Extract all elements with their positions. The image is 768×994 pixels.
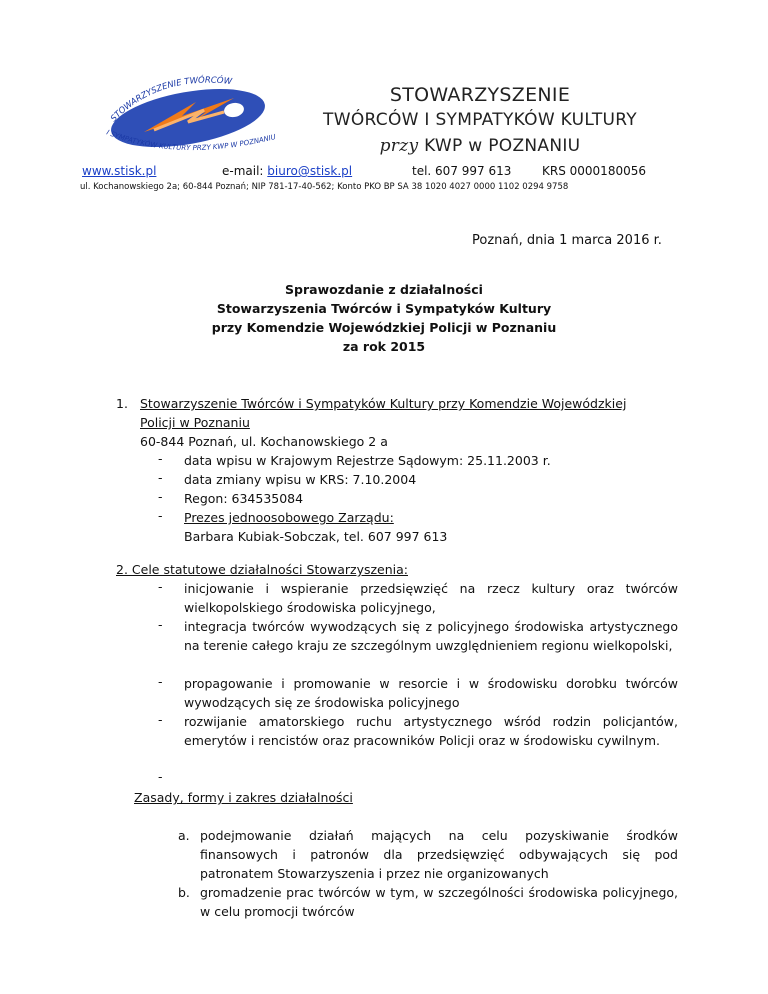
krs-text: KRS 0000180056 bbox=[542, 164, 646, 178]
logo-arc-text: STOWARZYSZENIE TWÓRCÓW bbox=[108, 75, 233, 125]
report-title-line2: Stowarzyszenia Twórców i Sympatyków Kultury bbox=[216, 301, 552, 316]
president-label: Prezes jednoosobowego Zarządu: bbox=[184, 510, 394, 525]
section2-goal-item: rozwijanie amatorskiego ruchu artystycznego wśród rodzin policjantów, emerytów i rencistów oraz pracowników Policji oraz w środowisku cywilnym. bbox=[184, 714, 678, 748]
association-logo bbox=[84, 60, 284, 168]
association-title-line3 bbox=[300, 136, 660, 156]
principle-letter: b. bbox=[178, 885, 190, 900]
email-link[interactable]: biuro@stisk.pl bbox=[267, 164, 353, 178]
section2-goal-item: integracja twórców wywodzących się z policyjnego środowiska artystycznego na terenie całego kraju ze szczególnym uwzględnieniem regionu wielkopolski, bbox=[184, 619, 678, 653]
list-dash: - bbox=[158, 489, 163, 504]
section3-heading: Zasady, formy i zakres działalności bbox=[134, 790, 353, 805]
section1-item: data zmiany wpisu w KRS: 7.10.2004 bbox=[184, 472, 417, 487]
section2-heading: 2. Cele statutowe działalności Stowarzyszenia: bbox=[116, 562, 408, 577]
address-line: ul. Kochanowskiego 2a; 60-844 Poznań; NIP 781-17-40-562; Konto PKO BP SA 38 1020 4027 0000 1102 0294 9758 bbox=[80, 182, 569, 192]
report-title-line4: za rok 2015 bbox=[342, 339, 426, 354]
report-title-line1: Sprawozdanie z działalności bbox=[285, 282, 483, 297]
phone-text: tel. 607 997 613 bbox=[412, 164, 512, 178]
section1-item: Regon: 634535084 bbox=[184, 491, 304, 506]
section1-name-line2: Policji w Poznaniu bbox=[140, 415, 250, 430]
empty-list-dash: - bbox=[158, 769, 163, 784]
email-block bbox=[222, 164, 352, 178]
title-przy-word: przy bbox=[379, 136, 419, 156]
date-line: Poznań, dnia 1 marca 2016 r. bbox=[472, 233, 662, 248]
section2-goal-item: inicjowanie i wspieranie przedsięwzięć na rzecz kultury oraz twórców wielkopolskiego środowiska policyjnego, bbox=[184, 581, 678, 615]
website-link[interactable]: www.stisk.pl bbox=[82, 164, 157, 178]
title-kwp-text: KWP w POZNANIU bbox=[424, 136, 581, 156]
list-dash: - bbox=[158, 508, 163, 523]
principle-item: gromadzenie prac twórców w tym, w szczególności środowiska policyjnego, w celu promocji twórców bbox=[200, 885, 678, 919]
list-dash: - bbox=[158, 451, 163, 466]
principle-item: podejmowanie działań mających na celu pozyskiwanie środków finansowych i patronów dla przedsięwzięć odbywających się pod patronatem Stowarzyszenia i przez nie organizowanych bbox=[200, 828, 678, 881]
section1-name-line1: Stowarzyszenie Twórców i Sympatyków Kultury przy Komendzie Wojewódzkiej bbox=[140, 396, 627, 411]
section1-item: data wpisu w Krajowym Rejestrze Sądowym: 25.11.2003 r. bbox=[184, 453, 551, 468]
president-value: Barbara Kubiak-Sobczak, tel. 607 997 613 bbox=[184, 529, 448, 544]
association-title-line2: TWÓRCÓW I SYMPATYKÓW KULTURY bbox=[323, 110, 637, 130]
association-title-line1: STOWARZYSZENIE bbox=[389, 84, 571, 106]
report-title-line3: przy Komendzie Wojewódzkiej Policji w Poznaniu bbox=[211, 320, 557, 335]
section1-number: 1. bbox=[116, 396, 128, 411]
principle-letter: a. bbox=[178, 828, 190, 843]
list-dash: - bbox=[158, 470, 163, 485]
section1-address: 60-844 Poznań, ul. Kochanowskiego 2 a bbox=[140, 434, 388, 449]
list-dash: - bbox=[158, 674, 163, 689]
list-dash: - bbox=[158, 579, 163, 594]
section2-goal-item: propagowanie i promowanie w resorcie i w środowisku dorobku twórców wywodzących się ze środowiska policyjnego bbox=[184, 676, 678, 710]
logo-bottom-text: I SYMPATYKÓW KULTURY PRZY KWP W POZNANIU bbox=[105, 128, 277, 153]
email-label: e-mail: bbox=[222, 164, 264, 178]
palette-logo-graphic bbox=[84, 60, 284, 168]
list-dash: - bbox=[158, 712, 163, 727]
list-dash: - bbox=[158, 617, 163, 632]
